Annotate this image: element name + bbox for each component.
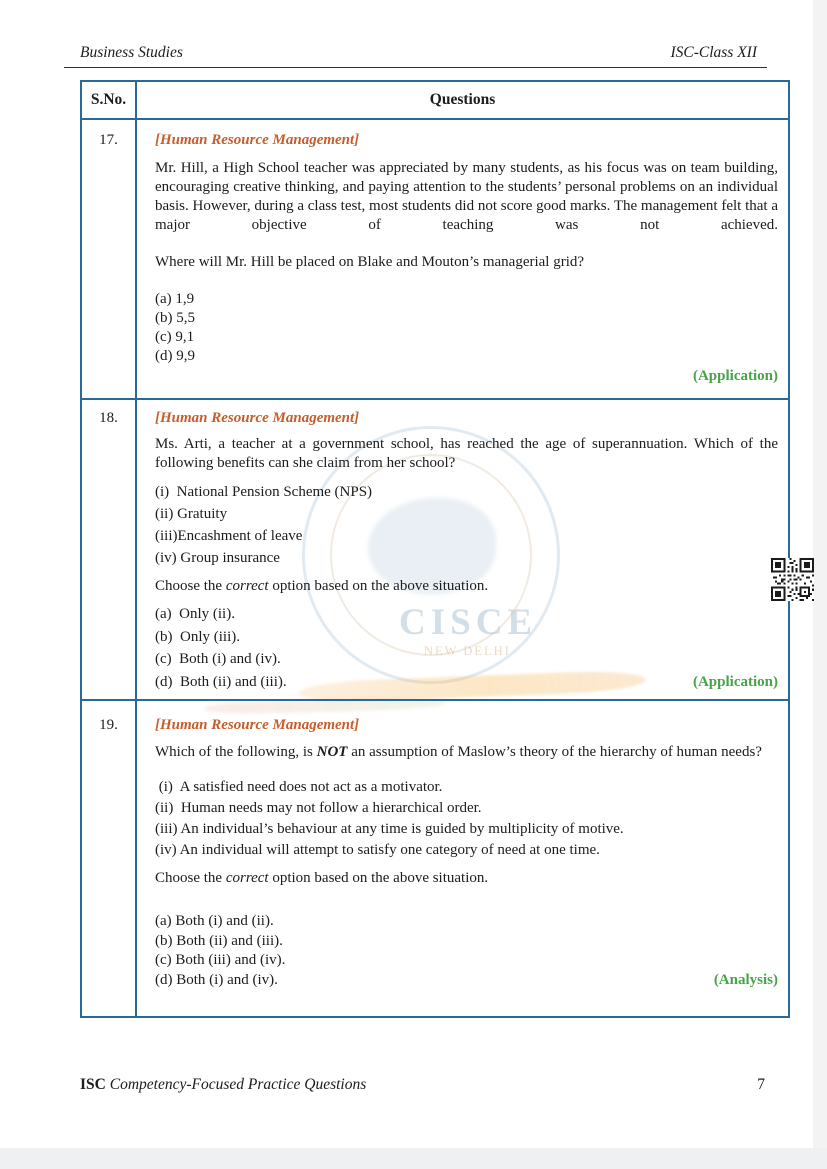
question-suffix: an assumption of Maslow’s theory of the hierarchy of human needs? bbox=[347, 744, 762, 760]
question-number: 19. bbox=[82, 701, 137, 1016]
option-b: (b) 5,5 bbox=[155, 310, 195, 326]
question-number: 17. bbox=[82, 120, 137, 398]
page-header bbox=[80, 44, 757, 62]
choose-emphasis: correct bbox=[225, 578, 269, 594]
choose-prefix: Choose the bbox=[155, 578, 226, 594]
question-row-18 bbox=[82, 400, 788, 701]
question-prefix: Which of the following, is bbox=[155, 744, 317, 760]
choose-prefix: Choose the bbox=[155, 870, 226, 886]
question-text: Where will Mr. Hill be placed on Blake and Mouton’s managerial grid? bbox=[155, 254, 585, 270]
choose-instruction bbox=[155, 577, 778, 596]
header-class: ISC-Class XII bbox=[670, 44, 757, 61]
page-footer bbox=[80, 1076, 765, 1094]
question-row-19 bbox=[82, 701, 788, 1016]
competency-tag: (Analysis) bbox=[713, 971, 778, 988]
question-text bbox=[155, 743, 778, 762]
option-b: (b) Only (iii). bbox=[155, 628, 240, 645]
watermark-location: NEW DELHI bbox=[424, 644, 511, 658]
footer-series-italic: Competency-Focused Practice Questions bbox=[105, 1076, 367, 1093]
option-c: (c) 9,1 bbox=[155, 329, 195, 345]
page-number: 7 bbox=[757, 1076, 765, 1093]
question-topic: [Human Resource Management] bbox=[155, 410, 360, 426]
question-text: Ms. Arti, a teacher at a government school, has reached the age of superannuation. Which of the following benefits can she claim from her school? bbox=[155, 436, 778, 471]
statement-iii: (iii)Encashment of leave bbox=[155, 528, 303, 544]
question-scenario: Mr. Hill, a High School teacher was appreciated by many students, as his focus was on team building, encouraging creative thinking, and paying attention to the students’ personal problems on an individual basis. However, during a class test, most students did not score good marks. The management felt that a major objective of teaching was not achieved. bbox=[155, 160, 778, 233]
option-d-with-tag bbox=[155, 671, 778, 694]
question-body bbox=[137, 701, 788, 1016]
question-emphasis: NOT bbox=[316, 744, 348, 760]
footer-series-bold: ISC bbox=[80, 1076, 106, 1093]
table-header-row bbox=[82, 82, 788, 120]
question-body bbox=[137, 120, 788, 398]
option-d: (d) 9,9 bbox=[155, 348, 195, 364]
questions-table bbox=[80, 80, 790, 1018]
question-row-17 bbox=[82, 120, 788, 400]
choose-suffix: option based on the above situation. bbox=[268, 870, 489, 886]
choose-emphasis: correct bbox=[225, 870, 269, 886]
page-edge-right bbox=[813, 0, 827, 1169]
statement-iv: (iv) Group insurance bbox=[155, 550, 280, 566]
statement-iv: (iv) An individual will attempt to satisfy one category of need at one time. bbox=[155, 842, 600, 858]
choose-suffix: option based on the above situation. bbox=[268, 578, 489, 594]
statement-list bbox=[155, 481, 778, 569]
option-d: (d) Both (i) and (iv). bbox=[155, 971, 278, 988]
statement-ii: (ii) Gratuity bbox=[155, 506, 228, 522]
competency-tag: (Application) bbox=[692, 673, 778, 690]
header-subject: Business Studies bbox=[80, 44, 183, 61]
option-a: (a) 1,9 bbox=[155, 291, 195, 307]
statement-iii: (iii) An individual’s behaviour at any time is guided by multiplicity of motive. bbox=[155, 821, 624, 837]
option-list bbox=[155, 912, 778, 990]
question-topic: [Human Resource Management] bbox=[155, 132, 360, 148]
competency-tag: (Application) bbox=[692, 368, 778, 384]
page-edge-bottom bbox=[0, 1148, 827, 1169]
option-list bbox=[155, 603, 778, 693]
footer-series-title bbox=[80, 1076, 366, 1094]
statement-i: (i) National Pension Scheme (NPS) bbox=[155, 484, 373, 500]
option-list bbox=[155, 290, 778, 366]
option-a: (a) Both (i) and (ii). bbox=[155, 913, 274, 929]
header-rule bbox=[64, 67, 767, 68]
option-c: (c) Both (iii) and (iv). bbox=[155, 952, 286, 968]
qr-code-icon bbox=[771, 558, 814, 603]
option-a: (a) Only (ii). bbox=[155, 606, 235, 622]
statement-ii: (ii) Human needs may not follow a hierarchical order. bbox=[155, 800, 482, 816]
question-body bbox=[137, 400, 788, 699]
choose-instruction bbox=[155, 869, 778, 888]
competency-tag-line bbox=[155, 367, 778, 386]
statement-list bbox=[155, 777, 778, 861]
watermark-org-name: CISCE bbox=[399, 602, 538, 643]
column-header-questions: Questions bbox=[429, 91, 496, 108]
statement-i: (i) A satisfied need does not act as a motivator. bbox=[155, 779, 443, 795]
option-d: (d) Both (ii) and (iii). bbox=[155, 673, 287, 690]
question-topic: [Human Resource Management] bbox=[155, 717, 360, 733]
option-b: (b) Both (ii) and (iii). bbox=[155, 932, 283, 949]
column-header-sno: S.No. bbox=[82, 82, 137, 118]
question-number: 18. bbox=[82, 400, 137, 699]
option-d-with-tag bbox=[155, 971, 778, 991]
option-c: (c) Both (i) and (iv). bbox=[155, 651, 281, 667]
